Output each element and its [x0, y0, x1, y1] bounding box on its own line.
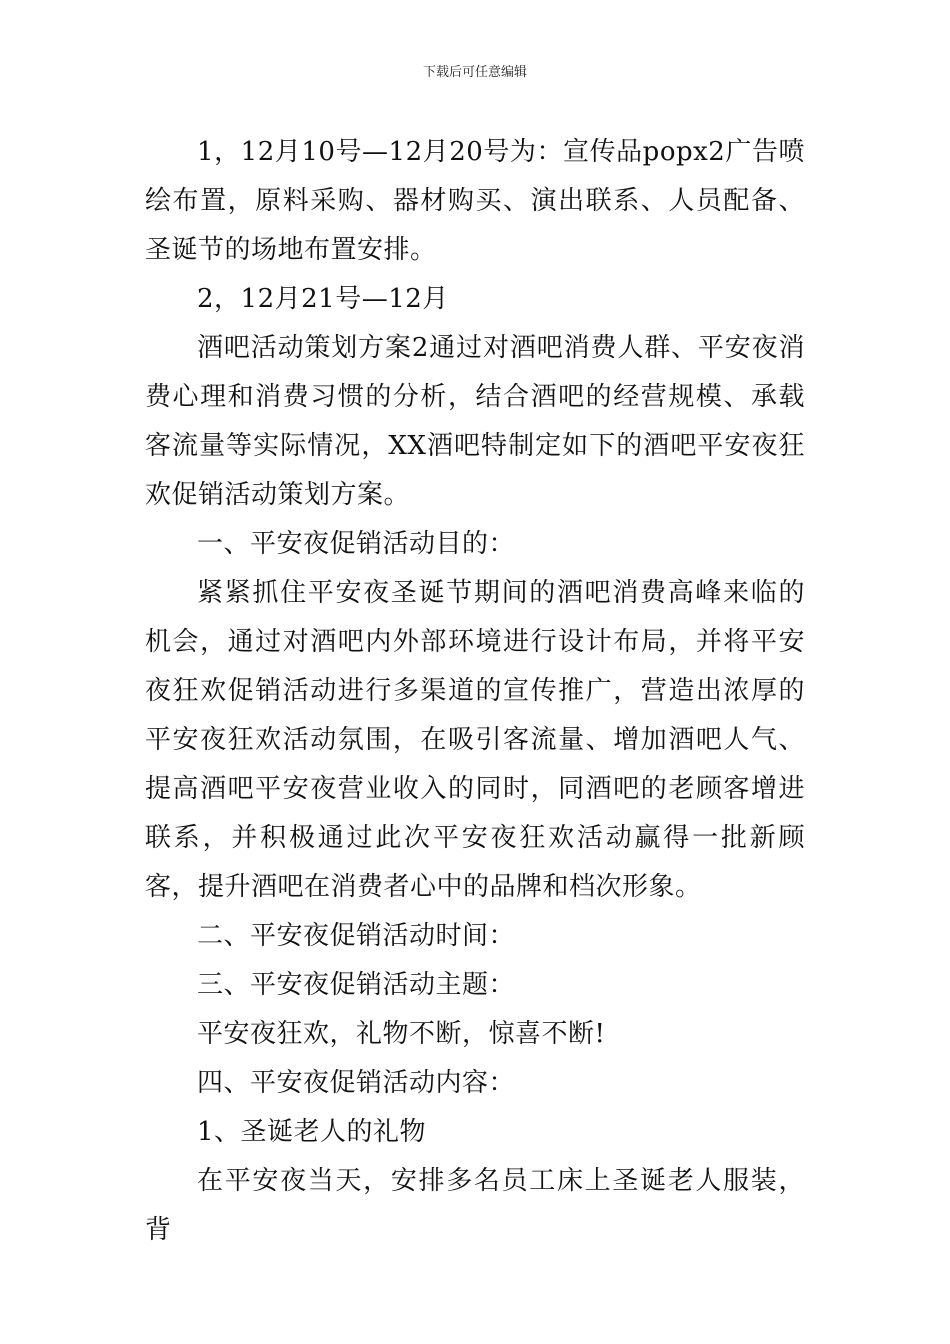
document-body	[145, 128, 805, 1255]
paragraph-schedule-2: 2，12月21号—12月	[197, 284, 449, 314]
paragraph-schedule-1: 1，12月10号—12月20号为：宣传品popx2广告喷绘布置，原料采购、器材购买、演出联系、人员配备、圣诞节的场地布置安排。	[145, 137, 805, 265]
paragraph-plan-intro: 酒吧活动策划方案2通过对酒吧消费人群、平安夜消费心理和消费习惯的分析，结合酒吧的经营规模、承载客流量等实际情况，XX酒吧特制定如下的酒吧平安夜狂欢促销活动策划方案。	[145, 333, 805, 510]
paragraph-theme: 平安夜狂欢，礼物不断，惊喜不断!	[197, 1019, 606, 1049]
paragraph-purpose: 紧紧抓住平安夜圣诞节期间的酒吧消费高峰来临的机会，通过对酒吧内外部环境进行设计布局，并将平安夜狂欢促销活动进行多渠道的宣传推广，营造出浓厚的平安夜狂欢活动氛围，在吸引客流量、增加酒吧人气、提高酒吧平安夜营业收入的同时，同酒吧的老顾客增进联系，并积极通过此次平安夜狂欢活动赢得一批新顾客，提升酒吧在消费者心中的品牌和档次形象。	[145, 578, 805, 902]
section-heading-content: 四、平安夜促销活动内容：	[197, 1068, 516, 1098]
subheading-santa-gift: 1、圣诞老人的礼物	[197, 1117, 427, 1147]
paragraph-santa-gift: 在平安夜当天，安排多名员工床上圣诞老人服装，背	[145, 1166, 805, 1245]
page-header: 下载后可任意编辑	[422, 65, 527, 80]
section-heading-theme: 三、平安夜促销活动主题：	[197, 970, 516, 1000]
section-heading-purpose: 一、平安夜促销活动目的：	[197, 529, 516, 559]
section-heading-time: 二、平安夜促销活动时间：	[197, 921, 516, 951]
